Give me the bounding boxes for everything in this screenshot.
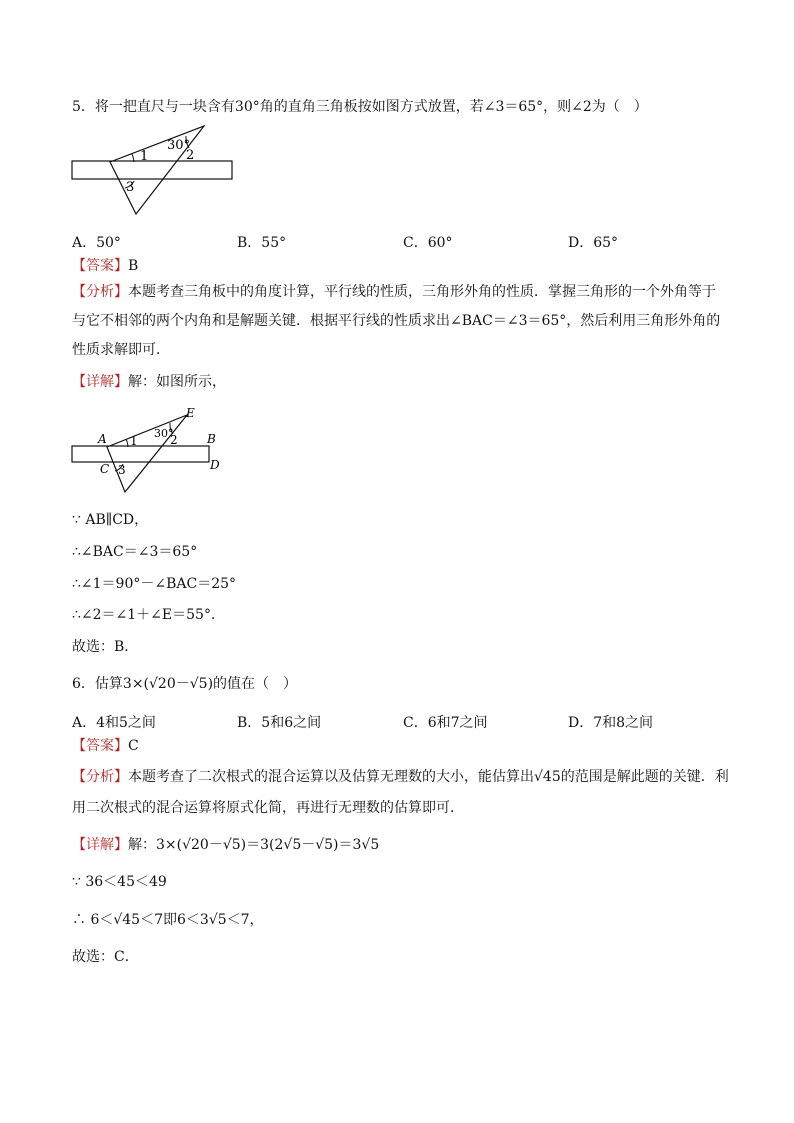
analysis-tag: 【分析】 — [72, 769, 128, 785]
fig2-point-c: C — [100, 462, 110, 476]
q6-step-2: ∴ 6＜√45＜7即6＜3√5＜7， — [72, 912, 264, 928]
fig2-point-e: E — [186, 406, 195, 420]
q6-option-a: A．4和5之间 — [72, 715, 156, 731]
analysis-text: 本题考查了二次根式的混合运算以及估算无理数的大小，能估算出√45的范围是解此题的关键．利 — [128, 769, 729, 785]
fig2-point-a: A — [98, 432, 107, 446]
fig2-angle-3: 3 — [118, 463, 126, 477]
fig2-point-b: B — [207, 432, 216, 446]
analysis-tag: 【分析】 — [72, 284, 128, 300]
answer-value: B — [128, 258, 139, 274]
q6-step-1: ∵ 36＜45＜49 — [72, 874, 167, 890]
fig2-angle-30: 30° — [154, 427, 174, 440]
q5-analysis-line-1 — [72, 283, 716, 301]
ruler — [72, 161, 232, 179]
q6-conclusion: 故选：C． — [72, 949, 139, 965]
q6-analysis-line-1 — [72, 768, 729, 786]
fig2-angle-2: 2 — [170, 433, 178, 447]
fig1-angle-1: 1 — [140, 149, 149, 164]
analysis-text: 本题考查三角板中的角度计算，平行线的性质，三角形外角的性质．掌握三角形的一个外角等于 — [128, 284, 716, 300]
fig1-angle-30: 30° — [167, 138, 191, 153]
q5-step-1: ∵ AB∥CD， — [72, 512, 149, 528]
q5-stem: 5．将一把直尺与一块含有30°角的直角三角板按如图方式放置，若∠3＝65°，则∠2为（ ） — [72, 99, 648, 115]
answer-tag: 【答案】 — [72, 738, 128, 754]
fig2-angle-1: 1 — [130, 434, 138, 448]
q6-option-b: B．5和6之间 — [237, 715, 322, 731]
q6-analysis-line-2: 用二次根式的混合运算将原式化简，再进行无理数的估算即可． — [72, 800, 464, 816]
q5-step-4: ∴∠2＝∠1＋∠E＝55°． — [72, 607, 225, 623]
detail-tag: 【详解】 — [72, 374, 128, 390]
q5-option-a: A．50° — [72, 235, 121, 251]
q6-answer — [72, 737, 139, 755]
q5-answer — [72, 257, 138, 275]
fig1-angle-2: 2 — [186, 148, 195, 163]
q5-detail — [72, 373, 226, 391]
q6-options — [72, 712, 692, 730]
q5-option-c: C．60° — [403, 235, 453, 251]
answer-tag: 【答案】 — [72, 258, 128, 274]
detail-intro: 解：如图所示， — [128, 374, 226, 390]
q6-option-c: C．6和7之间 — [403, 715, 488, 731]
q6-detail — [72, 836, 379, 854]
answer-value: C — [128, 738, 139, 754]
fig1-angle-3: 3 — [126, 180, 135, 195]
q5-analysis-line-2: 与它不相邻的两个内角和是解题关键．根据平行线的性质求出∠BAC＝∠3＝65°，然后利用三角形外角的 — [72, 313, 721, 329]
ruler — [72, 446, 209, 462]
q5-conclusion: 故选：B． — [72, 639, 139, 655]
set-square — [107, 415, 187, 492]
detail-tag: 【详解】 — [72, 837, 128, 853]
q6-option-d: D．7和8之间 — [568, 715, 654, 731]
q5-option-d: D．65° — [568, 235, 619, 251]
detail-equation: 解：3×(√20－√5)＝3(2√5－√5)＝3√5 — [128, 837, 380, 853]
q5-analysis-line-3: 性质求解即可． — [72, 342, 170, 358]
q5-step-3: ∴∠1＝90°－∠BAC＝25° — [72, 576, 237, 592]
q5-figure-2 — [70, 404, 230, 496]
q5-figure-1 — [70, 118, 240, 218]
q6-stem: 6．估算3×(√20－√5)的值在（ ） — [72, 676, 298, 692]
q5-option-b: B．55° — [237, 235, 287, 251]
fig2-point-d: D — [210, 458, 220, 472]
q5-step-2: ∴∠BAC＝∠3＝65° — [72, 544, 198, 560]
q5-options — [72, 232, 692, 250]
